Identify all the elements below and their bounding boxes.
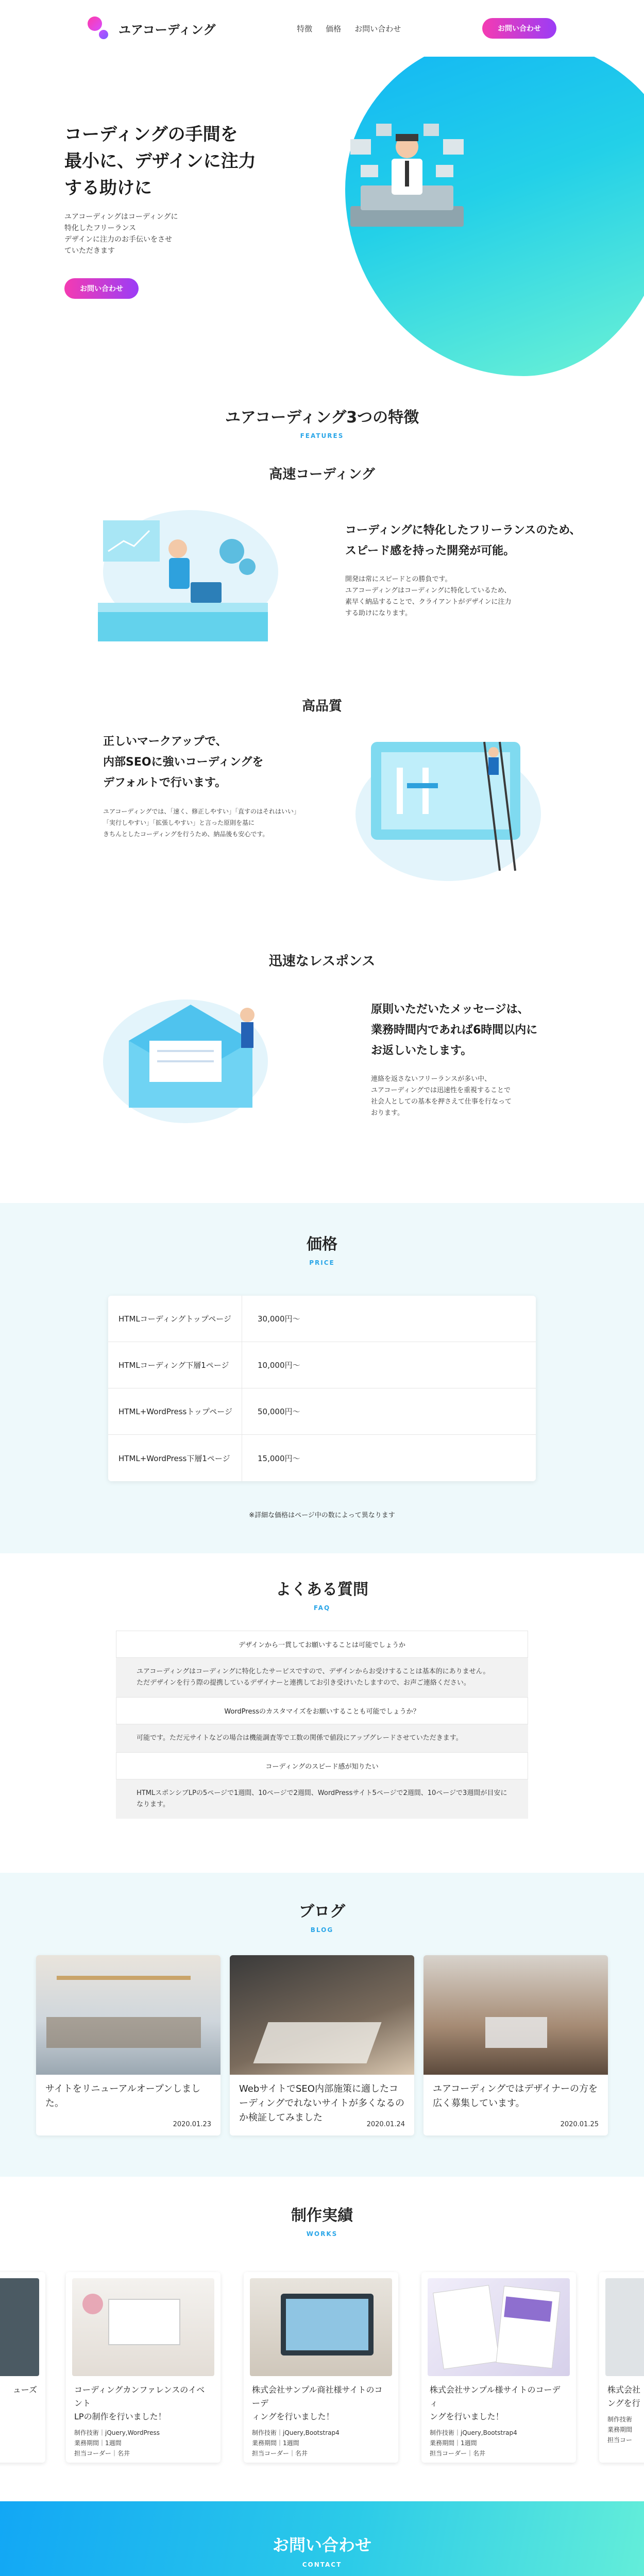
price-section [0, 1203, 644, 1553]
hero-title [64, 121, 281, 201]
price-row-value: 15,000円〜 [258, 1453, 300, 1463]
blog-card-title: ユアコーディングではデザイナーの方を広く募集しています。 [433, 2083, 598, 2109]
faq-answer-line: HTMLスポンシブLPの5ページで1週間、10ページで2週間、WordPressサイト5ページで2週間、10ページで3週間が目安に [137, 1789, 507, 1797]
hero-title-line: 最小に、デザインに注力 [64, 151, 256, 172]
work-card-title [66, 2376, 221, 2424]
feature-body-line: ユアコーディングはコーディングに特化しているため、 [345, 587, 511, 595]
blog-card-date: 2020.01.24 [366, 2121, 405, 2128]
contact-subtitle: CONTACT [302, 2561, 342, 2568]
work-card-title [244, 2376, 398, 2424]
feature-lead-line: 業務時間内であれば6時間以内に [371, 1024, 538, 1037]
feature-heading: 迅速なレスポンス [268, 954, 376, 969]
blog-card-title: サイトをリニューアルオープンしました。 [45, 2083, 201, 2109]
contact-title: お問い合わせ [272, 2535, 371, 2555]
price-title: 価格 [307, 1235, 337, 1253]
work-card[interactable] [599, 2272, 644, 2463]
price-note: ※詳細な価格はページ中の数によって異なります [249, 1512, 395, 1519]
feature-lead [371, 999, 598, 1061]
work-meta-line: 担当コーダー｜名井 [430, 2450, 486, 2457]
work-meta-line: 業務期間｜1週間 [252, 2439, 299, 2447]
mail-envelope-illustration [98, 984, 283, 1133]
faq-answer [116, 1780, 528, 1819]
faq-title: よくある質問 [276, 1581, 368, 1599]
work-meta-line: 制作技術｜jQuery,WordPress [74, 2429, 160, 2436]
work-title-line: 株式会社サンプル様サイトのコーディ [430, 2385, 561, 2408]
price-row-name: HTML+WordPressトップページ [108, 1388, 242, 1435]
work-title-line: ィングを行いました！ [252, 2412, 334, 2421]
work-card-meta [66, 2424, 221, 2459]
work-thumbnail-image [428, 2278, 570, 2376]
faq-answer [116, 1658, 528, 1697]
work-meta-line: 制作技術｜jQuery,Bootstrap4 [430, 2429, 517, 2436]
features-subtitle: FEATURES [300, 432, 344, 439]
work-card-title [599, 2376, 644, 2410]
works-title: 制作実績 [291, 2207, 353, 2225]
feature-text [371, 999, 598, 1119]
price-row-value: 10,000円〜 [258, 1361, 300, 1370]
work-card-title [0, 2376, 45, 2397]
global-nav [297, 23, 401, 34]
blog-card-title: WebサイトでSEO内部施策に適したコーディングでれないサイトが多くなるのか検証してみました [239, 2083, 404, 2123]
work-title-line: 株式会社サンプル商社様サイトのコーデ [252, 2385, 383, 2408]
work-title-line: LPの制作を行いました！ [74, 2412, 166, 2421]
work-thumbnail-image [605, 2278, 644, 2376]
work-meta-line: 制作技術 [607, 2416, 633, 2423]
work-title-line: ングを行いました！ [430, 2412, 504, 2421]
blog-card[interactable] [423, 1955, 608, 2136]
faq-question[interactable]: コーディングのスピード感が知りたい [116, 1752, 528, 1780]
feature-lead-line: コーディングに特化したフリーランスのため、 [345, 524, 581, 537]
feature-body-line: 開発は常にスピードとの勝負です。 [345, 575, 452, 583]
work-card-meta [421, 2424, 576, 2459]
works-section [0, 2177, 644, 2501]
hero-description [64, 211, 198, 257]
price-row [108, 1296, 536, 1342]
logo-mark-icon [88, 16, 111, 40]
feature-lead [345, 520, 582, 562]
faq-answer-line: ユアコーディングはコーディングに特化したサービスですので、デザインからお受けすることは基本的にありません。 [137, 1668, 490, 1675]
work-meta-line: 業務期間｜1週間 [430, 2439, 477, 2447]
price-row-name: HTML+WordPress下層1ページ [108, 1435, 242, 1481]
work-thumbnail-image [0, 2278, 39, 2376]
site-header [0, 0, 644, 57]
work-title-line: コーディングカンファレンスのイベント [74, 2385, 205, 2408]
feature-lead-line: 原則いただいたメッセージは、 [371, 1003, 529, 1016]
work-meta-line: 担当コーダー｜名井 [252, 2450, 308, 2457]
team-photo-image [423, 1955, 608, 2075]
feature-body-line: きちんとしたコーディングを行うため、納品後も安心です。 [103, 831, 269, 838]
feature-heading: 高品質 [301, 699, 342, 714]
work-meta-line: 担当コーダー｜名井 [74, 2450, 130, 2457]
feature-lead [103, 732, 340, 793]
multitasking-person-illustration [340, 118, 474, 242]
price-row-name: HTMLコーディング下層1ページ [108, 1342, 242, 1388]
feature-body-line: おります。 [371, 1109, 404, 1117]
blog-card[interactable] [36, 1955, 221, 2136]
work-card[interactable] [244, 2272, 398, 2463]
feature-lead-line: スピード感を持った開発が可能。 [345, 545, 515, 557]
features-title: ユアコーディング3つの特徴 [225, 409, 419, 427]
faq-answer-line: ただデザインを行う際の提携しているデザイナーと連携してお引き受けいたしますので、お声ご連絡ください。 [137, 1679, 470, 1687]
price-table [108, 1296, 536, 1481]
faq-answer-line: なります。 [137, 1801, 170, 1808]
meeting-photo-image [230, 1955, 414, 2075]
header-contact-button[interactable]: お問い合わせ [482, 18, 556, 39]
hero-desc-line: ていただきます [64, 247, 115, 255]
feature-lead-line: 内部SEOに強いコーディングを [103, 756, 264, 769]
feature-body-line: 社会人としての基本を押さえて仕事を行なって [371, 1098, 512, 1106]
work-thumbnail-image [250, 2278, 392, 2376]
hero-desc-line: デザインに注力のお手伝いをさせ [64, 235, 173, 244]
feature-heading: 高速コーディング [269, 467, 375, 482]
feature-body-line: ユアコーディングでは迅速性を重視することで [371, 1087, 511, 1094]
price-row-value: 30,000円〜 [258, 1314, 300, 1324]
work-title-line: 株式会社 [607, 2385, 641, 2395]
builder-on-ladder-illustration [355, 732, 541, 886]
contact-section [0, 2501, 644, 2576]
feature-lead-line: デフォルトで行います。 [103, 776, 227, 789]
work-title-line: ューズ [12, 2385, 37, 2395]
feature-body-line: 連絡を返さないフリーランスが多い中、 [371, 1075, 492, 1083]
price-subtitle: PRICE [309, 1259, 335, 1266]
feature-body [345, 574, 582, 619]
faq-section [0, 1553, 644, 1873]
work-thumbnail-image [72, 2278, 214, 2376]
faq-question[interactable]: デザインから一貫してお願いすることは可能でしょうか [116, 1631, 528, 1658]
office-photo-image [36, 1955, 221, 2075]
feature-text [345, 520, 582, 619]
blog-section [0, 1873, 644, 2177]
faq-list [116, 1631, 528, 1819]
blog-subtitle: BLOG [310, 1926, 334, 1934]
features-section [0, 376, 644, 1203]
work-card[interactable] [0, 2272, 45, 2463]
work-meta-line: 業務期間 [607, 2426, 633, 2433]
blog-card-date: 2020.01.25 [560, 2121, 599, 2128]
feature-body-line: する助けになります。 [345, 609, 412, 617]
work-meta-line: 業務期間｜1週間 [74, 2439, 122, 2447]
work-card[interactable] [66, 2272, 221, 2463]
works-subtitle: WORKS [306, 2230, 338, 2238]
logo-text: ユアコーディング [118, 22, 216, 37]
faq-question[interactable]: WordPressのカスタマイズをお願いすることも可能でしょうか？ [116, 1697, 528, 1724]
price-row [108, 1388, 536, 1435]
price-row-value: 50,000円〜 [258, 1407, 300, 1416]
nav-item-features[interactable]: 特徴 [297, 24, 313, 33]
hero-section [0, 57, 644, 376]
feature-text [103, 732, 340, 840]
feature-body [371, 1074, 598, 1119]
blog-card-date: 2020.01.23 [173, 2121, 211, 2128]
work-meta-line: 担当コー [607, 2436, 633, 2444]
hero-title-line: コーディングの手間を [64, 124, 238, 145]
feature-body-line: 素早く納品することで、クライアントがデザインに注力 [345, 598, 512, 606]
work-title-line: ングを行 [607, 2398, 640, 2408]
price-row [108, 1435, 536, 1481]
nav-item-contact[interactable]: お問い合わせ [354, 24, 401, 33]
hero-desc-line: 特化したフリーランス [64, 224, 137, 232]
feature-body-line: ユアコーディングでは、「速く、修正しやすい」「直すのはそれはいい」 [103, 808, 300, 815]
faq-answer-line: 可能です。ただ元サイトなどの場合は機能調査等で工数の関係で値段にアップグレードさせていただきます。 [137, 1734, 463, 1742]
blog-title: ブログ [299, 1903, 345, 1921]
hero-title-line: する助けに [64, 178, 152, 198]
faq-subtitle: FAQ [313, 1604, 331, 1612]
nav-item-price[interactable]: 価格 [326, 24, 342, 33]
feature-body [103, 806, 340, 840]
price-row [108, 1342, 536, 1388]
work-card-title [421, 2376, 576, 2424]
feature-lead-line: 正しいマークアップで、 [103, 735, 227, 748]
hero-contact-button[interactable]: お問い合わせ [64, 278, 139, 299]
work-card-meta [244, 2424, 398, 2459]
hero-desc-line: ユアコーディングはコーディングに [64, 213, 178, 221]
site-logo[interactable] [88, 16, 215, 40]
developer-at-desk-illustration [93, 500, 278, 649]
work-meta-line: 制作技術｜jQuery,Bootstrap4 [252, 2429, 340, 2436]
price-row-name: HTMLコーディングトップページ [108, 1296, 242, 1342]
work-card[interactable] [421, 2272, 576, 2463]
blog-card[interactable] [230, 1955, 414, 2136]
feature-lead-line: お返しいたします。 [371, 1044, 472, 1057]
feature-body-line: 「実行しやすい」「拡張しやすい」と言った原則を基に [103, 819, 255, 826]
work-card-meta [599, 2410, 644, 2445]
faq-answer [116, 1724, 528, 1752]
